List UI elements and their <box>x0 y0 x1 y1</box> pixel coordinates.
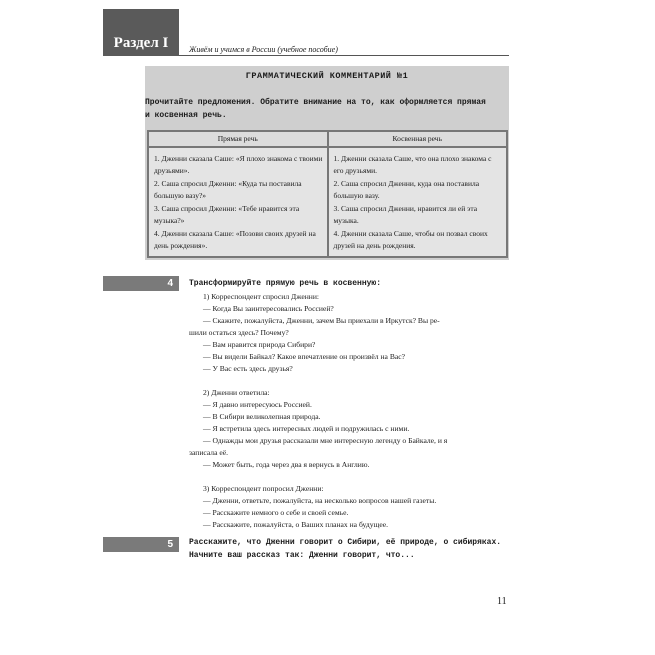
page-number: 11 <box>497 596 507 607</box>
list-item: — Расскажите, пожалуйста, о Ваших планах на будущее. <box>203 520 388 529</box>
list-item: — Расскажите немного о себе и своей семье. <box>203 508 349 517</box>
list-item: шили остаться здесь? Почему? <box>189 328 289 337</box>
indirect-item: 4. Дженни сказала Саше, чтобы он позвал своих друзей на день рождения. <box>333 229 488 250</box>
direct-speech-cell <box>148 147 328 257</box>
exercise-5-instruction-line1: Расскажите, что Дженни говорит о Сибири, её природе, о сибиряках. <box>189 538 502 547</box>
exercise-5-number: 5 <box>103 537 179 552</box>
table-row <box>148 147 507 257</box>
exercise-4-number: 4 <box>103 276 179 291</box>
direct-item: 1. Дженни сказала Саше: «Я плохо знакома с твоими друзьями». <box>154 154 323 175</box>
speech-table <box>147 130 508 258</box>
spacer <box>189 471 509 483</box>
direct-item: 4. Дженни сказала Саше: «Позови своих друзей на день рождения». <box>154 229 316 250</box>
list-item: — Дженни, ответьте, пожалуйста, на несколько вопросов нашей газеты. <box>203 496 437 505</box>
list-item: — Однажды мои друзья рассказали мне интересную легенду о Байкале, и я <box>203 436 448 445</box>
list-item: — У Вас есть здесь друзья? <box>203 364 293 373</box>
grammar-title: ГРАММАТИЧЕСКИЙ КОММЕНТАРИЙ №1 <box>245 71 409 81</box>
header-rule <box>179 55 509 56</box>
list-item: записала её. <box>189 448 228 457</box>
list-item: — Я давно интересуюсь Россией. <box>203 400 312 409</box>
list-item: 1) Корреспондент спросил Дженни: <box>203 292 320 301</box>
exercise-4-body <box>189 291 509 531</box>
list-item: — Вам нравится природа Сибири? <box>203 340 316 349</box>
list-item: — Вы видели Байкал? Какое впечатление он произвёл на Вас? <box>203 352 405 361</box>
list-item: 2) Дженни ответила: <box>203 388 270 397</box>
direct-item: 3. Саша спросил Дженни: «Тебе нравится эта музыка?» <box>154 204 300 225</box>
list-item: — В Сибири великолепная природа. <box>203 412 321 421</box>
list-item: 3) Корреспондент попросил Дженни: <box>203 484 324 493</box>
indirect-item: 1. Дженни сказала Саше, что она плохо знакома с его друзьями. <box>333 154 492 175</box>
table-header-row <box>148 131 507 147</box>
direct-item: 2. Саша спросил Дженни: «Куда ты поставила большую вазу?» <box>154 179 302 200</box>
section-label: Раздел I <box>103 9 179 56</box>
grammar-intro: Прочитайте предложения. Обратите внимание на то, как оформляется прямая и косвенная речь. <box>145 98 486 120</box>
indirect-speech-cell <box>328 147 508 257</box>
list-item: — Когда Вы заинтересовались Россией? <box>203 304 334 313</box>
list-item: — Скажите, пожалуйста, Дженни, зачем Вы приехали в Иркутск? Вы ре- <box>203 316 440 325</box>
list-item: — Может быть, года через два я вернусь в Англию. <box>203 460 370 469</box>
exercise-5-instruction-line2: Начните ваш рассказ так: Дженни говорит, что... <box>189 551 415 560</box>
indirect-item: 3. Саша спросил Дженни, нравится ли ей эта музыка. <box>333 204 478 225</box>
header-indirect-speech: Косвенная речь <box>328 131 508 147</box>
spacer <box>189 375 509 387</box>
list-item: — Я встретила здесь интересных людей и подружилась с ними. <box>203 424 410 433</box>
exercise-4-instruction: Трансформируйте прямую речь в косвенную: <box>189 279 382 288</box>
header-subtitle: Живём и учимся в России (учебное пособие) <box>189 45 338 54</box>
header-direct-speech: Прямая речь <box>148 131 328 147</box>
indirect-item: 2. Саша спросил Дженни, куда она поставила большую вазу. <box>333 179 480 200</box>
